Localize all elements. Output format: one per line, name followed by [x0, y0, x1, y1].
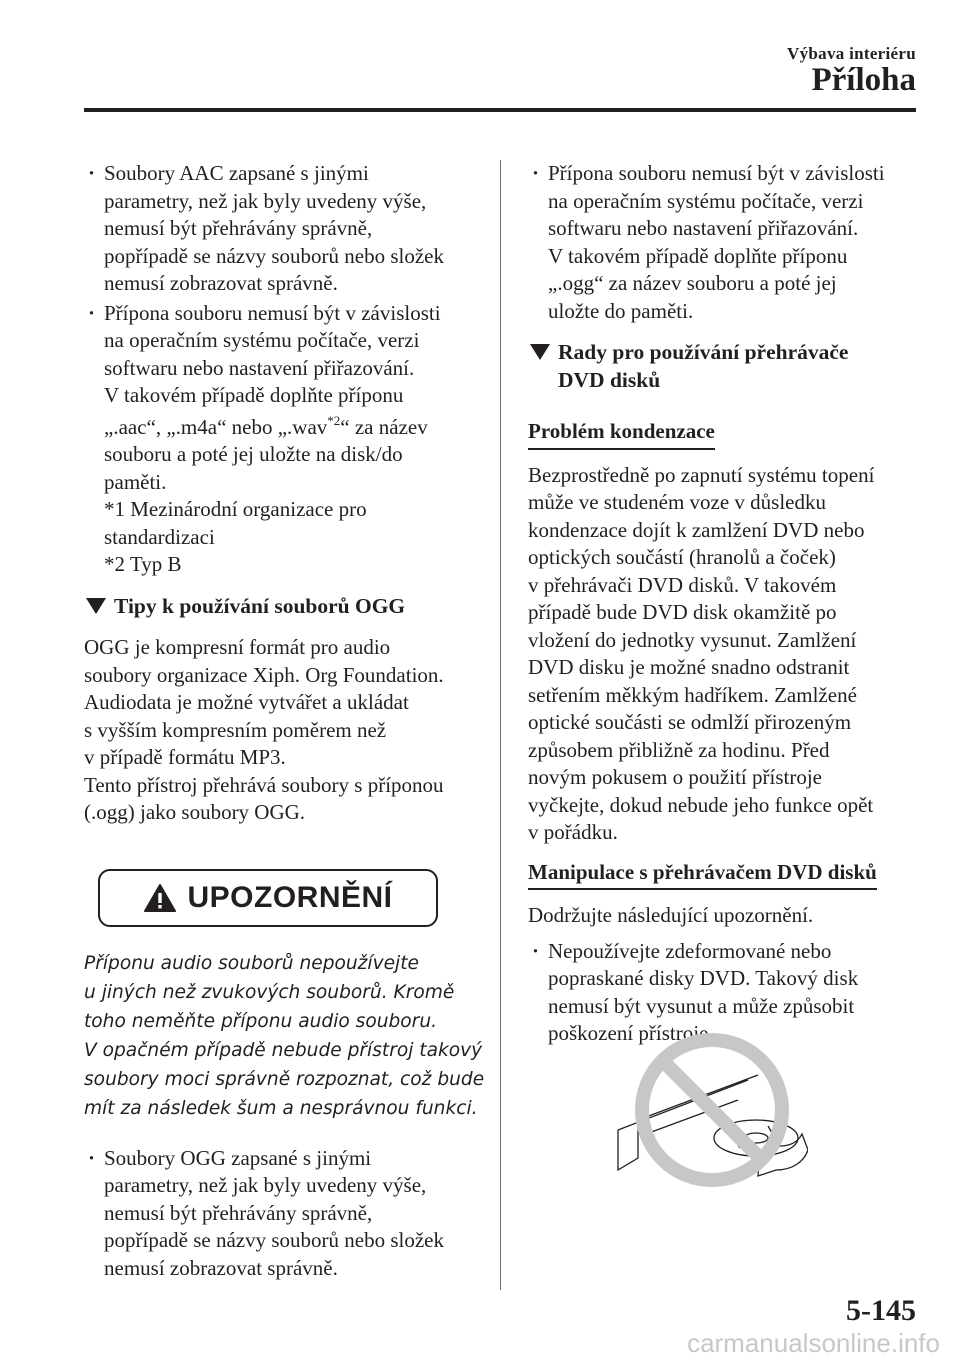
text-line: způsobem přibližně za hodinu. Před: [528, 737, 830, 762]
text-line: parametry, než jak byly uvedeny výše,: [104, 1173, 427, 1197]
text-line: popřípadě se názvy souborů nebo složek: [104, 243, 444, 268]
heading-text: Tipy k používání souborů OGG: [114, 593, 406, 618]
text-line: uložte do paměti.: [548, 298, 694, 323]
text-line: paměti.: [104, 469, 167, 494]
right-column: [528, 160, 918, 1050]
watermark: carmanualsonline.info: [687, 1328, 940, 1358]
ogg-heading: [84, 593, 476, 621]
caution-box: [98, 869, 438, 927]
text-line: u jiných než zvukových souborů. Kromě: [84, 981, 455, 1003]
text-line: DVD disku je možné snadno odstranit: [528, 655, 850, 679]
triangle-marker-icon: [86, 598, 106, 614]
text-line: kondenzace dojít k zamlžení DVD nebo: [528, 517, 865, 542]
left-column: [84, 160, 485, 1284]
text-line: vyčkejte, dokud nebude jeho funkce opět: [528, 792, 874, 817]
no-damaged-disc-illustration: [608, 1030, 808, 1190]
dvd-heading: [528, 339, 918, 394]
text-line: V takovém případě doplňte příponu: [548, 243, 848, 268]
extension-bullet: [84, 300, 476, 579]
text-line: · Přípona souboru nemusí být v závislosti: [548, 161, 885, 185]
heading-text: Rady pro používání přehrávače: [558, 340, 849, 364]
text-line: mít za následek šum a nesprávnou funkci.: [84, 1097, 478, 1119]
text-line: na operačním systému počítače, verzi: [104, 328, 420, 352]
text-line: softwaru nebo nastavení přiřazování.: [548, 216, 859, 240]
text-line: optické součásti se odmlží přirozeným: [528, 710, 852, 734]
condensation-title: Problém kondenzace: [528, 418, 715, 450]
page-title: Příloha: [811, 62, 916, 98]
text-line: softwaru nebo nastavení přiřazování.: [104, 355, 415, 380]
text-line: · Soubory AAC zapsané s jinými: [104, 161, 369, 185]
text-line: vložení do jednotky vysunut. Zamlžení: [528, 627, 857, 652]
text-line: v přehrávači DVD disků. V takovém: [528, 572, 837, 597]
text-line: toho neměňte příponu audio souboru.: [84, 1010, 438, 1032]
footnote-ref: *2: [327, 412, 341, 428]
text-line: nemusí zobrazovat správně.: [104, 271, 338, 295]
heading-text: DVD disků: [558, 367, 661, 392]
text-line: nemusí být vysunut a může způsobit: [548, 993, 855, 1018]
header-section: Výbava interiéru: [787, 44, 916, 63]
ogg-extension-bullet: [528, 160, 918, 325]
triangle-marker-icon: [530, 344, 550, 360]
text-line: Tento přístroj přehrává soubory s příponou: [84, 772, 444, 797]
text-line: novým pokusem o použití přístroje: [528, 765, 822, 789]
warning-icon: [143, 883, 177, 913]
text-line: nemusí být přehrávány správně,: [104, 216, 373, 240]
footnote-line: *2 Typ B: [104, 552, 182, 576]
text-line: · Přípona souboru nemusí být v závislosti: [104, 300, 441, 325]
text-line: Bezprostředně po zapnutí systému topení: [528, 462, 875, 487]
text-line: „.ogg“ za název souboru a poté jej: [548, 271, 837, 295]
caution-text: [84, 949, 485, 1123]
text-line: v pořádku.: [528, 820, 618, 844]
column-divider: [500, 160, 501, 1290]
text-line: [104, 414, 476, 442]
text-line: · Nepoužívejte zdeformované nebo: [548, 938, 832, 963]
text-line: může ve studeném voze v důsledku: [528, 490, 826, 514]
text-line: s vyšším kompresním poměrem než: [84, 717, 387, 742]
text-line: parametry, než jak byly uvedeny výše,: [104, 188, 427, 213]
text-line: popraskané disky DVD. Takový disk: [548, 966, 859, 990]
extension-text: „.aac“, „.m4a“ nebo „.wav: [104, 414, 328, 439]
text-line: v případě formátu MP3.: [84, 745, 286, 769]
text-line: nemusí zobrazovat správně.: [104, 1255, 338, 1280]
aac-bullet: [84, 160, 476, 298]
text-line: setřením měkkým hadříkem. Zamlžené: [528, 682, 857, 707]
text-line: OGG je kompresní formát pro audio: [84, 635, 391, 659]
text-line: V opačném případě nebude přístroj takový: [84, 1039, 483, 1061]
ogg-paragraph: [84, 634, 476, 827]
text-line: nemusí být přehrávány správně,: [104, 1200, 373, 1225]
text-line: popřípadě se názvy souborů nebo složek: [104, 1228, 444, 1252]
footnote-line: standardizaci: [104, 524, 215, 549]
page-number: 5-145: [846, 1294, 916, 1327]
text-line: na operačním systému počítače, verzi: [548, 188, 864, 213]
text-line: · Soubory OGG zapsané s jinými: [104, 1145, 372, 1170]
footnote-line: *1 Mezinárodní organizace pro: [104, 497, 367, 521]
text-line: (.ogg) jako soubory OGG.: [84, 800, 306, 824]
handling-intro: Dodržujte následující upozornění.: [528, 903, 814, 927]
text-line: případě bude DVD disk okamžitě po: [528, 600, 837, 624]
text-line: V takovém případě doplňte příponu: [104, 383, 404, 407]
header-rule: [84, 108, 916, 112]
condensation-paragraph: [528, 462, 918, 847]
caution-label: UPOZORNĚNÍ: [187, 880, 393, 914]
text-line: soubory moci správně rozpoznat, což bude: [84, 1068, 485, 1090]
ogg-bullet: [84, 1145, 476, 1283]
text-line: poškození přístroje.: [548, 1021, 714, 1045]
extension-text: “ za název: [340, 414, 428, 439]
text-line: soubory organizace Xiph. Org Foundation.: [84, 662, 444, 687]
text-line: Audiodata je možné vytvářet a ukládat: [84, 690, 409, 714]
handling-title: Manipulace s přehrávačem DVD disků: [528, 859, 877, 891]
text-line: souboru a poté jej uložte na disk/do: [104, 442, 403, 466]
text-line: optických součástí (hranolů a čoček): [528, 545, 836, 569]
text-line: Příponu audio souborů nepoužívejte: [84, 952, 419, 974]
